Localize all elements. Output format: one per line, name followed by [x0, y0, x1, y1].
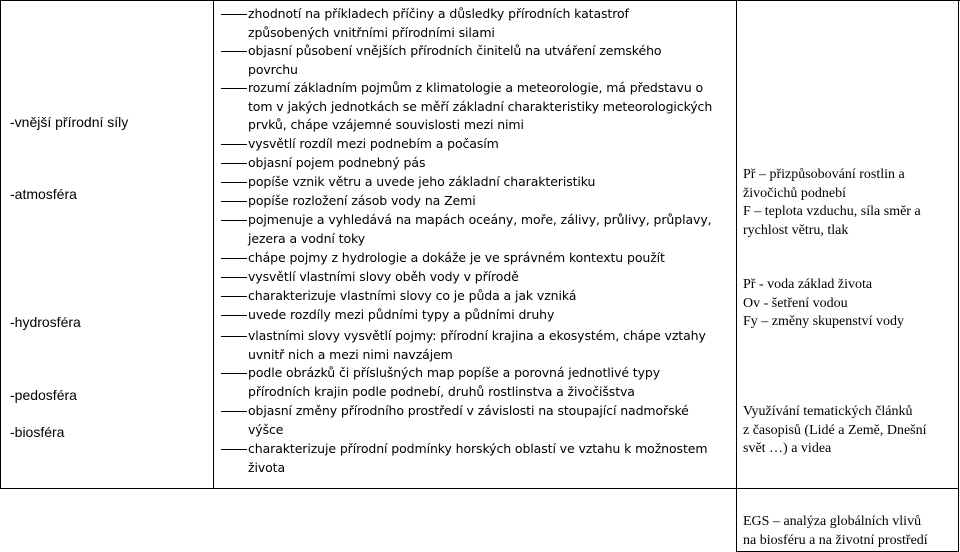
bullet-dash	[221, 315, 247, 316]
crosslink-line: Ov - šetření vodou	[743, 295, 848, 311]
column-divider-2	[736, 0, 737, 552]
outcome-text: zhodnotí na příkladech příčiny a důsledky přírodních katastrof	[248, 6, 629, 21]
outcome-item	[221, 268, 731, 287]
outcome-item	[221, 79, 731, 135]
crosslink-line: EGS – analýza globálních vlivů	[743, 514, 922, 529]
crosslink-line: svět …) a videa	[743, 441, 832, 457]
crosslink-line: na biosféru a na životní prostředí	[743, 532, 928, 548]
table-border-right	[958, 0, 959, 552]
outcome-text: pojmenuje a vyhledává na mapách oceány, moře, zálivy, průlivy, průplavy,	[248, 212, 712, 227]
outcome-text: prvků, chápe vzájemné souvislosti mezi nimi	[248, 117, 524, 133]
table-border-left	[0, 0, 1, 488]
outcome-text: jezera a vodní toky	[248, 230, 366, 246]
outcome-item	[221, 364, 731, 401]
crosslink-line: rychlost větru, tlak	[743, 222, 849, 238]
outcome-text: podle obrázků či příslušných map popíše a porovná jednotlivé typy	[248, 365, 661, 380]
bullet-dash	[221, 88, 247, 89]
outcome-text: výšce	[248, 421, 284, 437]
outcome-text: přírodních krajin podle podnebí, druhů rostlinstva a živočišstva	[248, 383, 635, 399]
outcome-item	[221, 306, 731, 325]
table-border-top	[0, 0, 960, 1]
bullet-dash	[221, 144, 247, 145]
outcome-text: objasní pojem podnebný pás	[248, 155, 426, 170]
outcome-item	[221, 42, 731, 79]
bullet-dash	[221, 411, 247, 412]
bullet-dash	[221, 258, 247, 259]
topic-pedosphere: -pedosféra	[10, 387, 77, 403]
outcome-text: objasní působení vnějších přírodních činitelů na utváření zemského	[248, 43, 662, 58]
outcome-text: charakterizuje přírodní podmínky horských oblastí ve vztahu k možnostem	[248, 441, 708, 456]
crosslink-water	[743, 276, 955, 332]
bullet-dash	[221, 220, 247, 221]
bullet-dash	[221, 336, 247, 337]
bullet-dash	[221, 14, 247, 15]
topic-hydrosphere: -hydrosféra	[10, 314, 81, 330]
topic-external-forces: -vnější přírodní síly	[10, 114, 129, 130]
outcome-text: rozumí základním pojmům z klimatologie a meteorologie, má představu o	[248, 80, 704, 95]
outcome-text: chápe pojmy z hydrologie a dokáže je ve správném kontextu použít	[248, 250, 665, 265]
crosslink-egs	[743, 513, 955, 550]
bullet-dash	[221, 182, 247, 183]
bullet-dash	[221, 296, 247, 297]
outcome-item	[221, 5, 731, 42]
outcome-text: objasní změny přírodního prostředí v závislosti na stoupající nadmořské	[248, 403, 689, 418]
crosslink-line: Využívání tematických článků	[743, 404, 913, 419]
outcome-text: vysvětlí vlastními slovy oběh vody v přírodě	[248, 269, 519, 284]
bullet-dash	[221, 277, 247, 278]
outcome-text: vlastními slovy vysvětlí pojmy: přírodní krajina a ekosystém, chápe vztahy	[248, 328, 706, 343]
bullet-dash	[221, 201, 247, 202]
bullet-dash	[221, 373, 247, 374]
outcome-text: uvede rozdíly mezi půdními typy a půdními druhy	[248, 307, 555, 322]
outcome-item	[221, 211, 731, 248]
outcome-text: způsobených vnitřními přírodními silami	[248, 24, 495, 40]
bullet-dash	[221, 51, 247, 52]
bullet-dash	[221, 163, 247, 164]
outcome-text: života	[248, 459, 286, 475]
outcome-text: vysvětlí rozdíl mezi podnebím a počasím	[248, 136, 499, 151]
outcome-item	[221, 135, 731, 154]
crosslink-line: Př – přizpůsobování rostlin a	[743, 167, 905, 182]
outcome-text: popíše vznik větru a uvede jeho základní charakteristiku	[248, 174, 596, 189]
outcome-text: povrchu	[248, 61, 298, 77]
topic-atmosphere: -atmosféra	[10, 186, 77, 202]
outcome-item	[221, 249, 731, 268]
outcome-text: popíše rozložení zásob vody na Zemi	[248, 193, 476, 208]
outcome-text: charakterizuje vlastními slovy co je půda a jak vzniká	[248, 288, 577, 303]
crosslink-line: F – teplota vzduchu, síla směr a	[743, 204, 921, 220]
outcome-item	[221, 440, 731, 477]
topic-biosphere: -biosféra	[10, 424, 65, 440]
outcome-item	[221, 287, 731, 306]
crosslink-line: Př - voda základ života	[743, 277, 873, 292]
outcome-text: tom v jakých jednotkách se měří základní charakteristiky meteorologických	[248, 98, 713, 114]
outcome-item	[221, 327, 731, 364]
outcome-text: uvnitř nich a mezi nimi navzájem	[248, 346, 453, 362]
crosslink-biology-physics	[743, 166, 955, 240]
crosslink-line: z časopisů (Lidé a Země, Dnešní	[743, 422, 927, 438]
crosslink-line: Fy – změny skupenství vody	[743, 314, 904, 330]
outcome-item	[221, 402, 731, 439]
bullet-dash	[221, 449, 247, 450]
column-divider-1	[213, 0, 214, 488]
crosslink-media	[743, 403, 955, 459]
outcome-item	[221, 173, 731, 192]
outcome-item	[221, 192, 731, 211]
crosslink-line: živočichů podnebí	[743, 185, 847, 201]
outcome-item	[221, 154, 731, 173]
row-divider	[0, 488, 959, 489]
